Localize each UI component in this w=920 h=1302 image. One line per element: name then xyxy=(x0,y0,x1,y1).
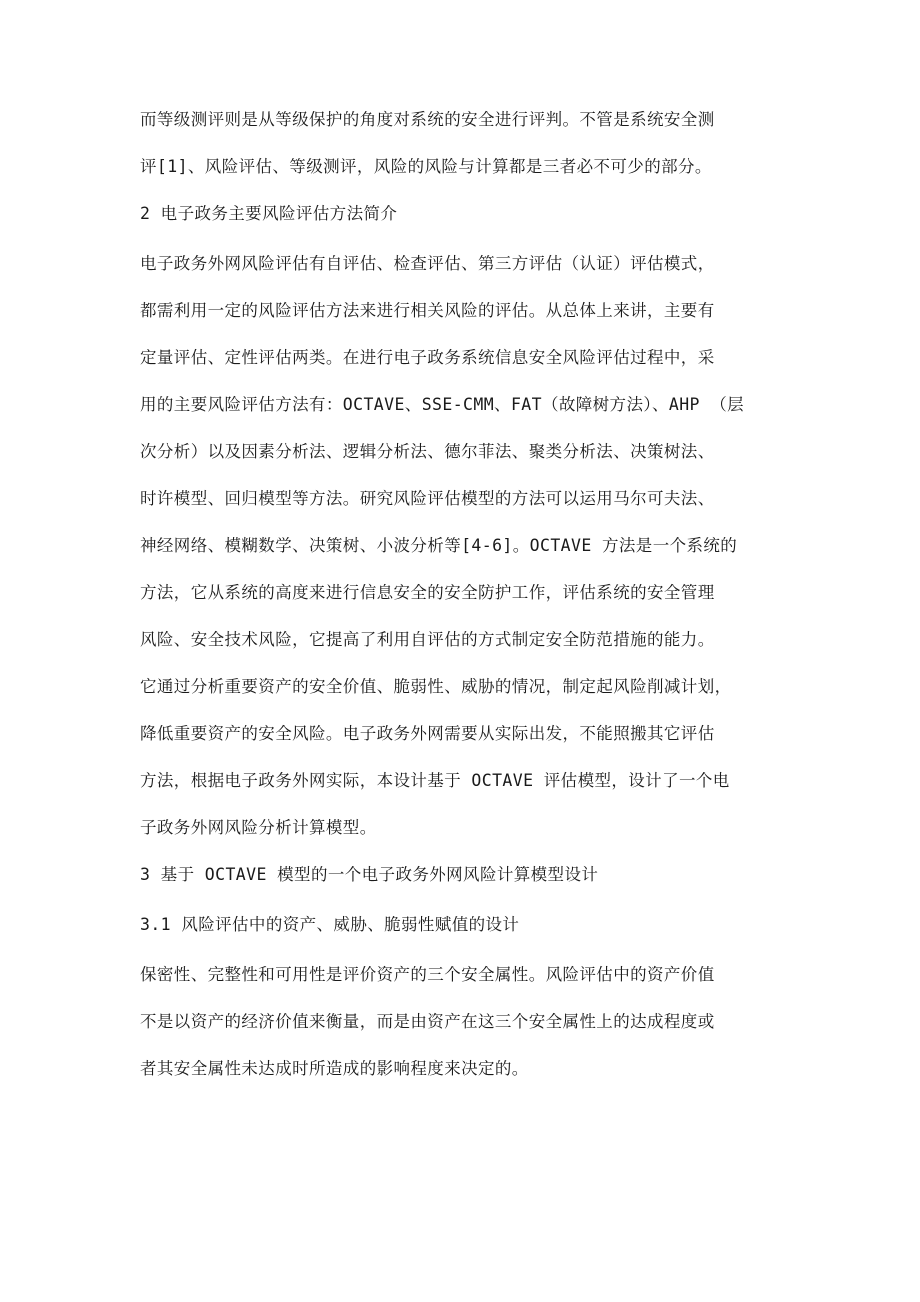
paragraph-line: 者其安全属性未达成时所造成的影响程度来决定的。 xyxy=(140,1059,529,1078)
paragraph-line: 方法，根据电子政务外网实际，本设计基于 OCTAVE 评估模型，设计了一个电 xyxy=(140,771,730,790)
subsection-heading: 3.1 风险评估中的资产、威胁、脆弱性赋值的设计 xyxy=(140,915,520,934)
paragraph-line: 评[1]、风险评估、等级测评，风险的风险与计算都是三者必不可少的部分。 xyxy=(140,157,712,176)
paragraph-line: 都需利用一定的风险评估方法来进行相关风险的评估。从总体上来讲，主要有 xyxy=(140,301,715,320)
paragraph-line: 而等级测评则是从等级保护的角度对系统的安全进行评判。不管是系统安全测 xyxy=(140,110,715,129)
paragraph-line: 神经网络、模糊数学、决策树、小波分析等[4-6]。OCTAVE 方法是一个系统的 xyxy=(140,536,738,555)
paragraph-line: 它通过分析重要资产的安全价值、脆弱性、威胁的情况，制定起风险削减计划， xyxy=(140,677,732,696)
document-body xyxy=(140,104,780,1100)
paragraph-line: 电子政务外网风险评估有自评估、检查评估、第三方评估（认证）评估模式， xyxy=(140,254,715,273)
paragraph-line: 不是以资产的经济价值来衡量，而是由资产在这三个安全属性上的达成程度或 xyxy=(140,1012,715,1031)
section-heading: 3 基于 OCTAVE 模型的一个电子政务外网风险计算模型设计 xyxy=(140,865,599,884)
paragraph-line: 子政务外网风险分析计算模型。 xyxy=(140,818,377,837)
paragraph-line: 次分析）以及因素分析法、逻辑分析法、德尔菲法、聚类分析法、决策树法、 xyxy=(140,442,715,461)
paragraph-line: 用的主要风险评估方法有：OCTAVE、SSE-CMM、FAT（故障树方法）、AHP （层 xyxy=(140,395,745,414)
paragraph-line: 风险、安全技术风险，它提高了利用自评估的方式制定安全防范措施的能力。 xyxy=(140,630,715,649)
paragraph-line: 方法，它从系统的高度来进行信息安全的安全防护工作，评估系统的安全管理 xyxy=(140,583,715,602)
paragraph-line: 降低重要资产的安全风险。电子政务外网需要从实际出发，不能照搬其它评估 xyxy=(140,724,715,743)
paragraph-line: 保密性、完整性和可用性是评价资产的三个安全属性。风险评估中的资产价值 xyxy=(140,965,715,984)
paragraph-line: 定量评估、定性评估两类。在进行电子政务系统信息安全风险评估过程中，采 xyxy=(140,348,715,367)
paragraph-line: 时许模型、回归模型等方法。研究风险评估模型的方法可以运用马尔可夫法、 xyxy=(140,489,715,508)
section-heading: 2 电子政务主要风险评估方法简介 xyxy=(140,204,398,223)
